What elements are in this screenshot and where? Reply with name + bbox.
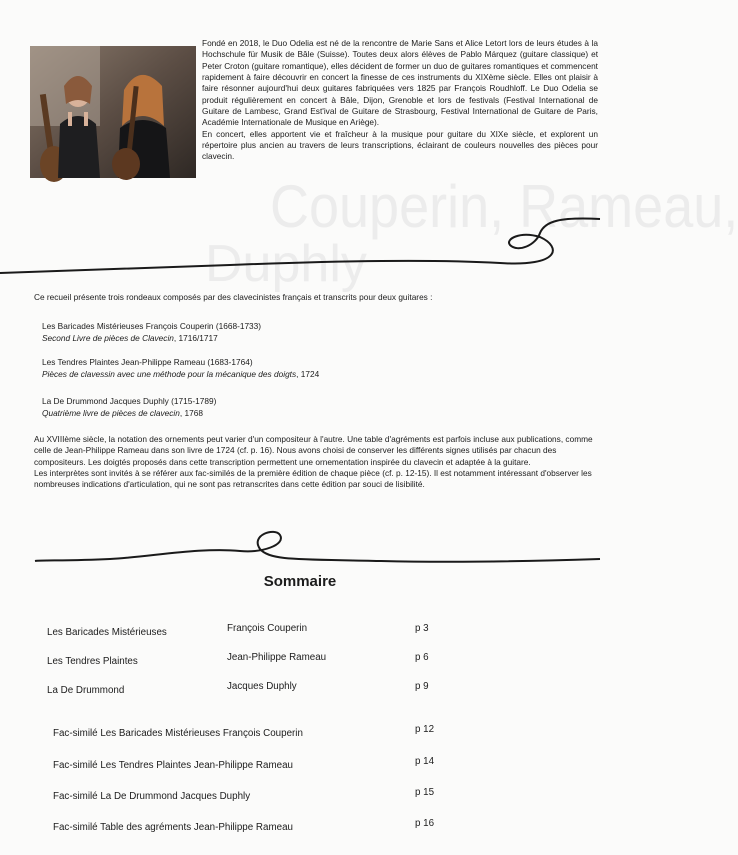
toc-page: p 15 bbox=[415, 787, 435, 798]
edition-notes bbox=[34, 434, 600, 490]
piece-listing bbox=[42, 357, 319, 380]
toc-facsimile-title[interactable]: Fac-similé Les Tendres Plaintes Jean-Philippe Rameau bbox=[53, 760, 293, 771]
sommaire-title: Sommaire bbox=[263, 573, 337, 590]
toc-composer: François Couperin bbox=[227, 623, 308, 634]
bio-paragraph: En concert, elles apportent vie et fraîcheur à la musique pour guitare du XIXe siècle, et explorent un répertoire plus ancien au travers de leurs transcriptions, éclairant de couleurs nouvelles des pièces pour clavecin. bbox=[202, 128, 598, 162]
piece-title: Les Baricades Mistérieuses François Couperin (1668-1733) bbox=[42, 321, 262, 331]
toc-title[interactable]: La De Drummond bbox=[47, 685, 125, 696]
toc-title[interactable]: Les Tendres Plaintes bbox=[47, 656, 138, 667]
toc-page: p 12 bbox=[415, 724, 435, 735]
piece-source: Second Livre de pièces de Clavecin bbox=[42, 332, 174, 343]
piece-year: , 1724 bbox=[296, 368, 320, 379]
toc-facsimile-title[interactable]: Fac-similé Les Baricades Mistérieuses François Couperin bbox=[53, 728, 303, 739]
show-through-text: Duphly bbox=[205, 235, 367, 293]
toc-composer: Jacques Duphly bbox=[227, 681, 297, 692]
toc-page: p 3 bbox=[415, 623, 429, 634]
show-through-text: Couperin, Rameau, bbox=[270, 173, 738, 240]
toc-page: p 6 bbox=[415, 652, 429, 663]
collection-intro: Ce recueil présente trois rondeaux composés par des clavecinistes français et transcrits pour deux guitares : bbox=[34, 292, 433, 302]
decorative-swirl bbox=[0, 505, 600, 575]
notes-paragraph: Au XVIIIème siècle, la notation des ornements peut varier d'un compositeur à l'autre. Une table d'agréments est parfois incluse aux publications, comme celle de Jean-Philippe Rameau dans son livre de 1724 (cf. p. 16). Nous avons choisi de conserver les différents signes utilisés par chacun des compositeurs. Les doigtés proposés dans cette transcription permettent une ornementation inspirée du clavecin et adaptée à la guitare. bbox=[34, 434, 593, 467]
toc-page: p 16 bbox=[415, 818, 435, 829]
piece-year: , 1716/1717 bbox=[173, 332, 218, 343]
piece-source: Quatrième livre de pièces de clavecin bbox=[42, 407, 180, 418]
duo-photo bbox=[30, 46, 196, 178]
piece-source: Pièces de clavessin avec une méthode pour la mécanique des doigts bbox=[42, 368, 297, 379]
toc-composer: Jean-Philippe Rameau bbox=[227, 652, 327, 663]
toc-page: p 9 bbox=[415, 681, 429, 692]
piece-listing bbox=[42, 321, 261, 344]
piece-listing bbox=[42, 396, 216, 419]
bio-paragraph: Fondé en 2018, le Duo Odelia est né de la rencontre de Marie Sans et Alice Letort lors de leurs études à la Hochschule für Musik de Bâle (Suisse). Toutes deux alors élèves de Pablo Márquez (guitare classique) et Peter Croton (guitare romantique), elles décident de former un duo de guitares romantiques et commencent rapidement à faire découvrir en concert la finesse de ces instruments du XIXème siècle. Elles ont plaisir à faire résonner aujourd'hui deux guitares fabriquées vers 1825 par François Roudhloff. Le Duo Odelia se produit régulièrement en concert à Bâle, Dijon, Grenoble et lors de festivals (Festival International de Guitare de Lambesc, Grand Est'ival de Guitare de Strasbourg, Festival International de Guitare de Paris, Académie Internationale de Musique en Ariège). bbox=[202, 38, 598, 128]
toc-facsimile-title[interactable]: Fac-similé Table des agréments Jean-Philippe Rameau bbox=[53, 822, 293, 833]
piece-year: , 1768 bbox=[179, 407, 203, 418]
decorative-swirl bbox=[0, 215, 600, 285]
duo-biography bbox=[202, 38, 598, 163]
notes-paragraph: Les interprètes sont invités à se référer aux fac-similés de la première édition de chaque pièce (cf. p. 12-15). Il est notamment intéressant d'observer les nombreuses indications d'articulation, qui ne sont pas retranscrites dans cette édition par souci de lisibilité. bbox=[34, 467, 592, 490]
toc-page: p 14 bbox=[415, 756, 435, 767]
piece-title: La De Drummond Jacques Duphly (1715-1789) bbox=[42, 396, 217, 406]
piece-title: Les Tendres Plaintes Jean-Philippe Rameau (1683-1764) bbox=[42, 357, 253, 367]
toc-title[interactable]: Les Baricades Mistérieuses bbox=[47, 627, 167, 638]
toc-facsimile-title[interactable]: Fac-similé La De Drummond Jacques Duphly bbox=[53, 791, 251, 802]
